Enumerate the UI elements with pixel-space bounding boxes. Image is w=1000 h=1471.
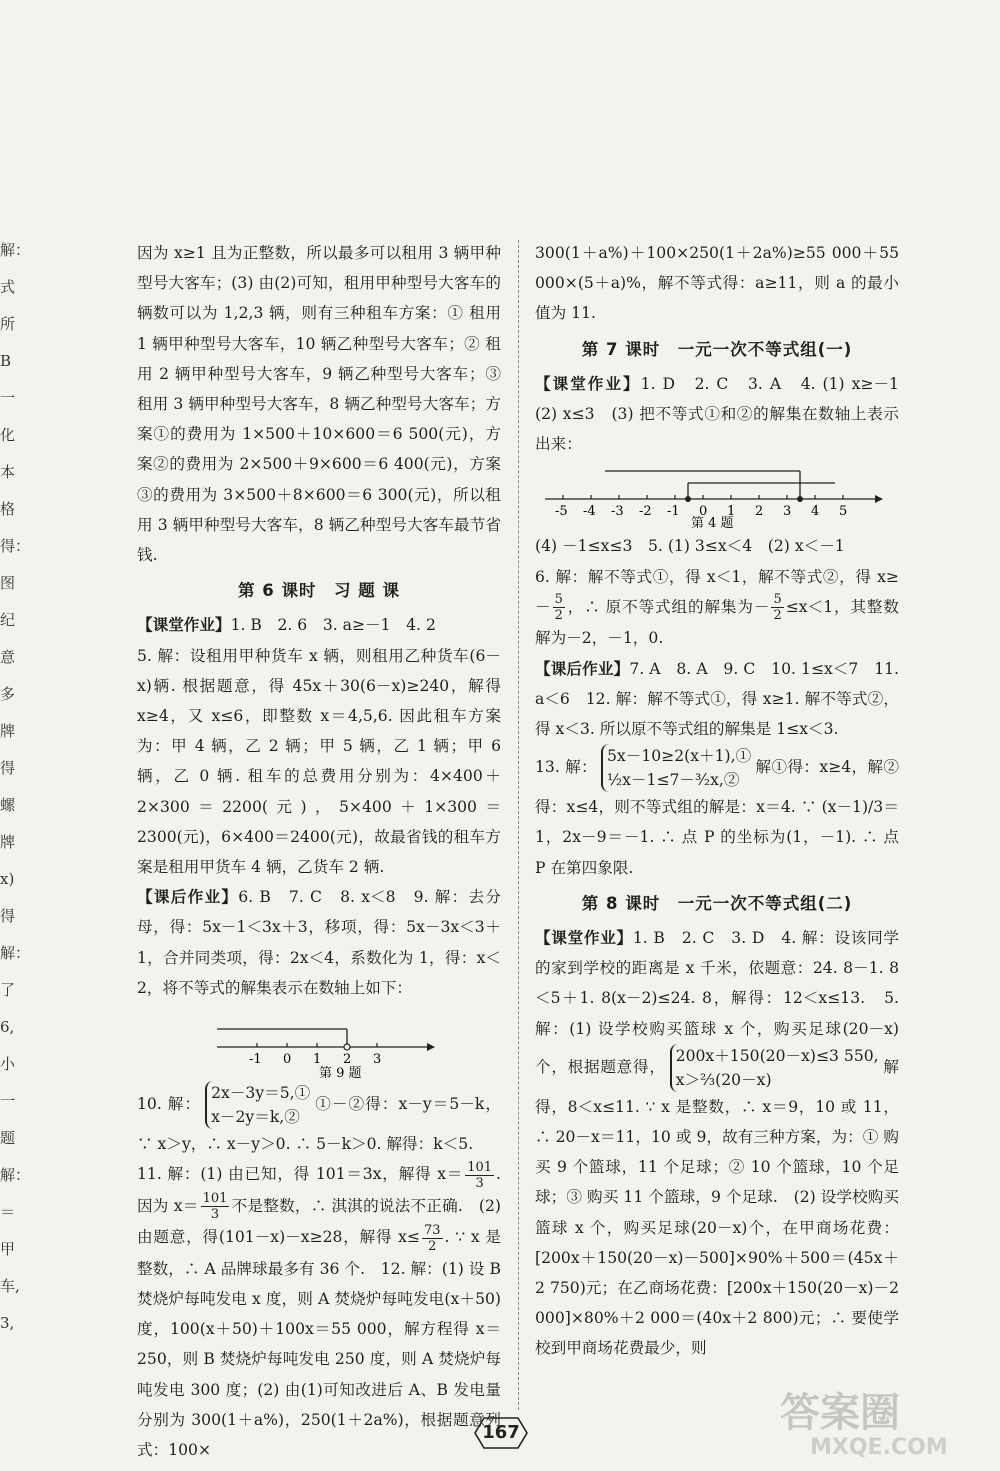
equation: ½x－1≤7－³⁄₂x,② (607, 771, 740, 790)
watermark-url: MXQE.COM (810, 1435, 948, 1460)
edge-char: 牌 (0, 722, 16, 740)
paragraph (535, 369, 915, 460)
answers: 1. B 2. 6 3. a≥－1 4. 2 (230, 616, 436, 635)
tick-label: -1 (667, 504, 680, 520)
answer-text: 不是整数，∴ 淇淇的说法不正确. (2) 由题意，得(101－x)－x≥28，解得 x≤ (137, 1196, 501, 1247)
edge-char: 意 (0, 648, 16, 666)
edge-char: 题 (0, 1129, 16, 1147)
edge-char: 解： (0, 944, 31, 962)
fraction (771, 592, 783, 623)
page-number: 167 (482, 1422, 520, 1443)
denominator: 2 (773, 608, 782, 624)
number-line-figure-9 (137, 1005, 501, 1079)
tick-label: 3 (373, 1052, 382, 1068)
paragraph (535, 654, 899, 745)
edge-char: 纪 (0, 611, 16, 629)
tick-label: 2 (343, 1052, 352, 1068)
equation: 2x－3y＝5,① (211, 1084, 311, 1103)
equation: x－2y＝k,② (211, 1108, 300, 1127)
paragraph: 5. 解：设租用甲种货车 x 辆，则租用乙种货车(6－x)辆. 根据题意，得 45x＋30(6－x)≥240，解得 x≥4，又 x≤6，即整数 x＝4,5,6. 因此租车方案为：甲 4 辆，乙 2 辆；甲 5 辆，乙 1 辆；甲 6 辆，乙 0 辆. 租车的总费用分别为：4×400＋2×300＝2200(元)，5×400＋1×300＝2300(元)，6×400＝2400(元)，故最省钱的租车方案是租用甲货车 4 辆，乙货车 2 辆. (137, 646, 501, 877)
denominator: 3 (475, 1175, 484, 1191)
figure-label: 第 4 题 (691, 516, 734, 530)
tick-label: 1 (727, 504, 736, 520)
answer-text: ≤x＜1，其整数解为－2，－1，0. (535, 597, 899, 648)
equation-system (205, 1081, 310, 1129)
edge-char: ＝ (0, 1203, 16, 1221)
fraction (553, 592, 565, 623)
edge-char: 式 (0, 278, 16, 296)
equation-system (670, 1044, 879, 1092)
answer-text: 解得，8＜x≤11. ∵ x 是整数，∴ x＝9，10 或 11，∴ 20－x＝11，10 或 9，故有三种方案，为：① 购买 9 个篮球，11 个足球；② 10 个篮球，10 个足球；③ 购买 11 个篮球，9 个足球. (2) 设学校购买篮球 x 个，购买足球(20－x)个，在甲商场花费：[200x＋150(20－x)－500]×90%＋500＝(45x＋2 750)元；在乙商场花费：[200x＋150(20－x)－2 000]×80%＋2 000＝(40x＋2 800)元；∴ 要使学校到甲商场花费最少，则 (535, 1057, 899, 1358)
tag-class-work: 【课堂作业】 (535, 928, 633, 947)
paragraph: (4) －1≤x≤3 5. (1) 3≤x＜4 (2) x＜－1 (535, 537, 845, 556)
numerator: 73 (423, 1222, 441, 1238)
edge-char: 得 (0, 759, 16, 777)
denominator: 3 (210, 1207, 220, 1223)
left-column (137, 238, 501, 1465)
answer-text: 6. 解：解不等式①，得 x＜1，解不等式②，得 x≥ (535, 567, 899, 586)
watermark-logo (770, 1380, 980, 1460)
fraction (422, 1223, 443, 1254)
edge-char: 多 (0, 685, 16, 703)
edge-char: 得 (0, 907, 16, 925)
tag-class-work: 【课堂作业】 (535, 374, 641, 393)
edge-char: 得： (0, 537, 31, 555)
answer-text: 11. 解：(1) 由已知，得 101＝3x，解得 x＝ (137, 1165, 464, 1184)
tick-label: -2 (639, 504, 652, 520)
edge-char: 一 (0, 1092, 16, 1110)
edge-char: 牌 (0, 833, 16, 851)
edge-char: 3, (0, 1314, 15, 1332)
paragraph: 因为 x≥1 且为正整数，所以最多可以租用 3 辆甲种型号大客车；(3) 由(2)可知，租用甲种型号大客车的辆数可以为 1,2,3 辆，则有三种租车方案：① 租用 1 辆甲种型号大客车，10 辆乙种型号大客车；② 租用 2 辆甲种型号大客车，9 辆乙种型号大客车；③ 租用 3 辆甲种型号大客车，8 辆乙种型号大客车；方案①的费用为 1×500＋10×600＝6 500(元)，方案②的费用为 2×500＋9×600＝6 400(元)，方案③的费用为 3×500＋8×600＝6 300(元)，所以租用 3 辆甲种型号大客车，8 辆乙种型号大客车最节省钱. (137, 244, 501, 565)
answers: 6. B 7. C 8. x＜8 9. 解：去分母，得：5x－1＜3x＋3，移项，得：5x－3x＜3＋1，合并同类项，得：2x＜4，系数化为 1，得：x＜2，将不等式的解集表示在数轴上如下： (137, 888, 501, 997)
numerator: 101 (467, 1159, 493, 1175)
paragraph (535, 923, 899, 1364)
answer-prefix: 10. 解： (137, 1095, 202, 1114)
column-divider (518, 240, 519, 1410)
edge-char: 所 (0, 315, 16, 333)
answer-text: 1. B 2. C 3. D 4. 解：设该同学的家到学校的距离是 x 千米，依题意：24. 8－1. 8＜5＋1. 8(x－2)≤24. 8，解得：12＜x≤13. 5. 解：(1) 设学校购买篮球 x 个，购买足球(20－x)个，根据题意得， (535, 928, 899, 1076)
lesson-heading-6: 第 6 课时 习 题 课 (238, 581, 400, 601)
equation: x＞⅔(20－x) (675, 1070, 772, 1089)
right-column (535, 238, 915, 1364)
lesson-heading-7: 第 7 课时 一元一次不等式组(一) (581, 339, 853, 359)
tick-label: -4 (583, 504, 596, 520)
answers: 1. D 2. C 3. A 4. (1) x≥－1 (2) x≤3 (3) 把不等式①和②的解集在数轴上表示出来： (535, 374, 915, 454)
tick-label: 0 (699, 504, 708, 520)
answer-prefix: 13. 解： (535, 758, 598, 777)
edge-char: 化 (0, 426, 16, 444)
edge-char: 解： (0, 1166, 31, 1184)
paragraph (137, 882, 501, 1003)
tick-label: 2 (755, 504, 764, 520)
edge-char: 甲 (0, 1240, 16, 1258)
edge-char: B (0, 352, 12, 370)
answer-text: ，∴ 原不等式组的解集为－ (566, 597, 770, 616)
paragraph (137, 1159, 501, 1465)
page-number-badge (474, 1416, 528, 1450)
edge-char: 格 (0, 500, 16, 518)
tag-after-class: 【课后作业】 (137, 888, 239, 907)
numerator: 101 (202, 1191, 228, 1207)
paragraph: 6. 解：解不等式①，得 x＜1，解不等式②，得 x≥－ $\frac{5}{2}$ ，∴ 原不等式组的解集为－ $\frac{5}{2}$ ≤x＜1，其整数解为－2，－1，0. (535, 567, 899, 648)
answers: 7. A 8. A 9. C 10. 1≤x＜7 11. a＜6 12. 解：解不等式①，得 x≥1. 解不等式②，得 x＜3. 所以原不等式组的解集是 1≤x＜3. (535, 659, 899, 738)
edge-char: 车, (0, 1277, 20, 1295)
edge-char: 6, (0, 1018, 15, 1036)
tick-label: 1 (313, 1052, 322, 1068)
tag-after-class: 【课后作业】 (535, 659, 630, 678)
paragraph (137, 610, 501, 640)
tick-label: -5 (555, 504, 568, 520)
numerator: 5 (554, 592, 563, 608)
edge-char: 小 (0, 1055, 16, 1073)
paragraph: 300(1＋a%)＋100×250(1＋2a%)≥55 000＋55 000×(5＋a)%，解不等式得：a≥11，则 a 的最小值为 11. (535, 244, 899, 323)
number-line-figure-4 (535, 461, 899, 529)
answer-text: . 因为 x＝ (137, 1165, 501, 1215)
edge-char: 本 (0, 463, 16, 481)
figure-label: 第 9 题 (319, 1066, 362, 1080)
answer-text: 解①得：x≥4，解②得：x≤4，则不等式组的解是：x＝4. ∵ (x－1)/3＝1，2x－9＝－1. ∴ 点 P 的坐标为(1，－1). ∴ 点 P 在第四象限. (535, 758, 899, 877)
edge-char: 一 (0, 389, 16, 407)
edge-char: 解： (0, 241, 31, 259)
lesson-heading-8: 第 8 课时 一元一次不等式组(二) (581, 893, 853, 913)
tick-label: -3 (611, 504, 624, 520)
tick-label: -1 (249, 1052, 262, 1068)
denominator: 2 (428, 1238, 437, 1254)
edge-char: 螺 (0, 796, 16, 814)
edge-char: x) (0, 870, 15, 888)
numerator: 5 (773, 592, 782, 608)
equation: 200x＋150(20－x)≤3 550, (675, 1046, 879, 1065)
left-edge-margin-text (0, 240, 31, 1350)
tag-class-work: 【课堂作业】 (137, 616, 231, 635)
fraction (201, 1191, 230, 1222)
tick-label: 4 (811, 504, 820, 520)
answer-text: ①－②得：x－y＝5－k，∵ x＞y，∴ x－y＞0. ∴ 5－k＞0. 解得：k＜5. (137, 1095, 501, 1154)
fraction (465, 1160, 494, 1191)
tick-label: 0 (283, 1052, 292, 1068)
edge-char: 了 (0, 981, 16, 999)
watermark-text: 答案圈 (780, 1390, 900, 1436)
equation-system (601, 744, 751, 792)
equation: 5x－10≥2(x＋1),① (607, 747, 752, 766)
edge-char: 图 (0, 574, 16, 592)
tick-label: 3 (783, 504, 792, 520)
tick-label: 5 (839, 504, 848, 520)
answer-text: . ∵ x 是整数，∴ A 品牌球最多有 36 个. 12. 解：(1) 设 B 焚烧炉每吨发电 x 度，则 A 焚烧炉每吨发电(x＋50)度，100(x＋50)＋100x＝55 000，解方程得 x＝250，则 B 焚烧炉每吨发电 250 度，则 A 焚烧炉每吨发电 300 度；(2) 由(1)可知改进后 A、B 发电量分别为 300(1＋a%)，250(1＋2a%)，根据题意列式：100× (137, 1228, 502, 1459)
paragraph (535, 744, 899, 883)
denominator: 2 (554, 608, 563, 624)
paragraph (137, 1081, 501, 1159)
